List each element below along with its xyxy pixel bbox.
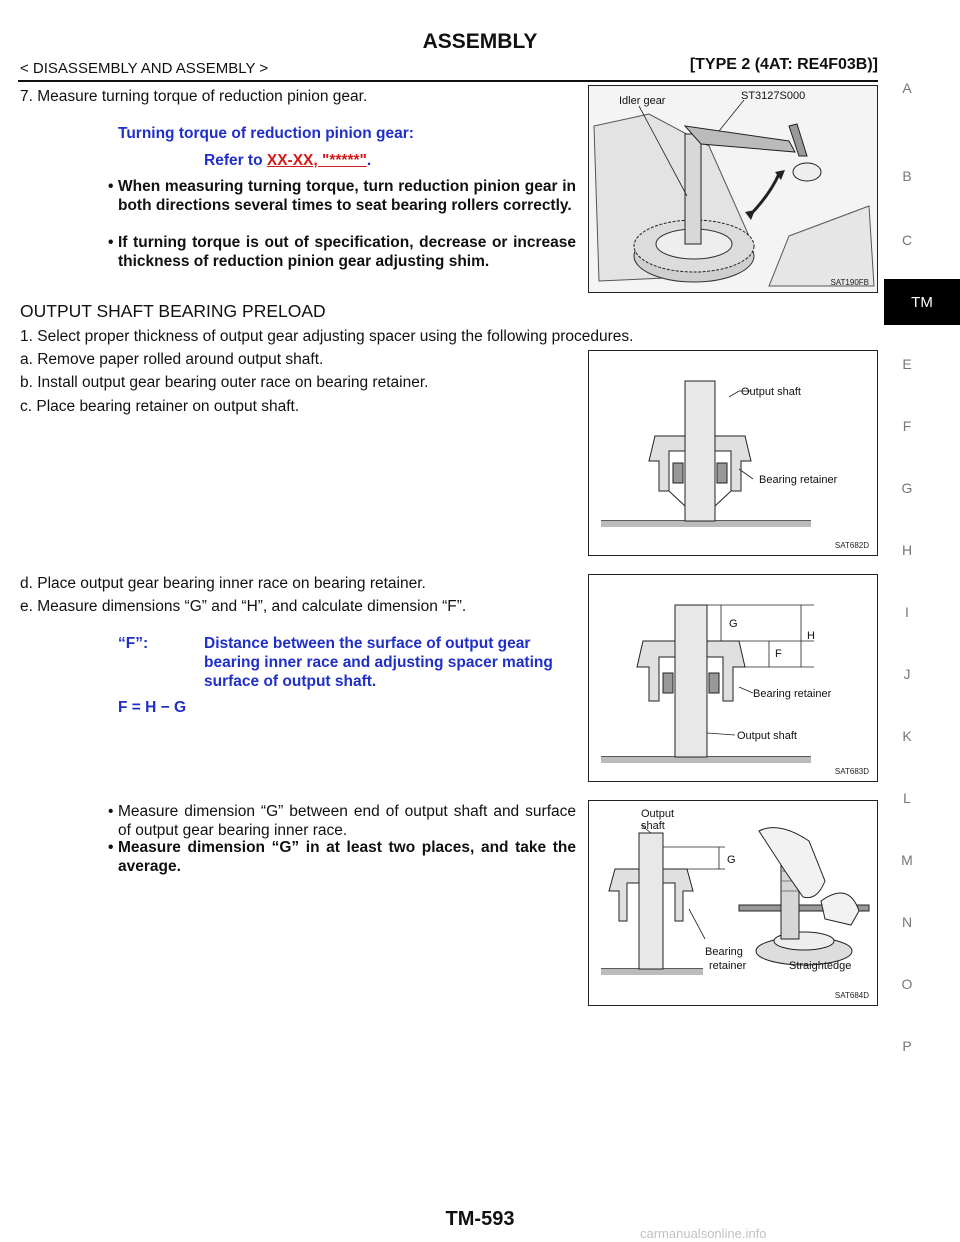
- index-letter-g[interactable]: G: [901, 480, 913, 496]
- label-idler-gear: Idler gear: [619, 95, 666, 107]
- bullet-measure-g: • Measure dimension “G” between end of output shaft and surface of output gear bearing inner race.: [108, 803, 576, 839]
- figure-measure-g-straightedge: [588, 800, 878, 1006]
- index-letter-n[interactable]: N: [901, 914, 913, 930]
- index-letter-o[interactable]: O: [901, 976, 913, 992]
- formula: F = H − G: [118, 699, 187, 716]
- index-tab-tm[interactable]: TM: [884, 279, 960, 325]
- label-output-shaft: Output shaft: [737, 730, 797, 742]
- bullet-seat-rollers: • When measuring turning torque, turn reduction pinion gear in both directions several times to seat bearing rollers correctly.: [108, 178, 576, 214]
- label-f: F: [775, 648, 782, 660]
- index-letter-j[interactable]: J: [903, 666, 911, 682]
- index-letter-i[interactable]: I: [905, 604, 909, 620]
- refer-prefix: Refer to: [204, 152, 267, 169]
- step-b-text: b. Install output gear bearing outer race on bearing retainer.: [20, 374, 429, 391]
- figure-bearing-retainer-on-shaft: [588, 350, 878, 556]
- step-a-text: a. Remove paper rolled around output shaft.: [20, 351, 324, 368]
- page-title: ASSEMBLY: [422, 30, 538, 53]
- label-bearing: Bearing: [705, 946, 743, 958]
- figure-code: SAT683D: [834, 767, 869, 776]
- breadcrumb: < DISASSEMBLY AND ASSEMBLY >: [20, 60, 269, 77]
- index-letter-p[interactable]: P: [902, 1038, 912, 1054]
- label-shaft: shaft: [641, 820, 665, 832]
- index-letter-k[interactable]: K: [902, 728, 912, 744]
- figure-idler-gear: [588, 85, 878, 293]
- step-1-text: 1. Select proper thickness of output gear adjusting spacer using the following procedures.: [20, 328, 634, 345]
- torque-spec-ref: [204, 151, 371, 170]
- f-term: “F”:: [118, 635, 149, 652]
- torque-spec-label: Turning torque of reduction pinion gear:: [118, 125, 414, 142]
- index-letter-c[interactable]: C: [901, 232, 913, 248]
- index-letter-f[interactable]: F: [902, 418, 912, 434]
- label-straightedge: Straightedge: [789, 960, 852, 972]
- watermark: carmanualsonline.info: [640, 1226, 767, 1241]
- refer-suffix: .: [366, 152, 372, 169]
- index-letter-m[interactable]: M: [901, 852, 913, 868]
- label-st3127s000: ST3127S000: [741, 90, 806, 102]
- refer-link[interactable]: XX-XX, "*****": [266, 152, 367, 169]
- step-d-text: d. Place output gear bearing inner race on bearing retainer.: [20, 575, 426, 592]
- label-retainer: retainer: [709, 960, 747, 972]
- label-output-shaft: Output shaft: [741, 386, 801, 398]
- model-label: [TYPE 2 (4AT: RE4F03B)]: [689, 56, 878, 73]
- index-letter-l[interactable]: L: [903, 790, 911, 806]
- figure-code: SAT684D: [834, 991, 869, 1000]
- section-heading: OUTPUT SHAFT BEARING PRELOAD: [20, 301, 326, 321]
- figure-code: SAT682D: [834, 541, 869, 550]
- index-letter-a[interactable]: A: [902, 80, 912, 96]
- index-letter-h[interactable]: H: [901, 542, 913, 558]
- step-c-text: c. Place bearing retainer on output shaft.: [20, 398, 300, 415]
- label-g: G: [727, 854, 736, 866]
- step-e-text: e. Measure dimensions “G” and “H”, and calculate dimension “F”.: [20, 598, 467, 615]
- label-bearing-retainer: Bearing retainer: [759, 474, 838, 486]
- label-output: Output: [641, 808, 675, 820]
- label-h: H: [807, 630, 815, 642]
- page-number: TM-593: [445, 1208, 515, 1230]
- step-7-text: 7. Measure turning torque of reduction pinion gear.: [20, 88, 368, 105]
- label-bearing-retainer: Bearing retainer: [753, 688, 832, 700]
- index-letter-b[interactable]: B: [902, 168, 912, 184]
- index-letter-e[interactable]: E: [902, 356, 912, 372]
- figure-code: SAT190FB: [830, 278, 869, 287]
- f-definition: Distance between the surface of output gear bearing inner race and adjusting spacer mating surface of output shaft.: [204, 635, 553, 690]
- bullet-torque-out-of-spec: • If turning torque is out of specification, decrease or increase thickness of reduction pinion gear adjusting shim.: [108, 234, 576, 270]
- bullet-measure-g-average: • Measure dimension “G” in at least two places, and take the average.: [108, 839, 576, 875]
- header-rule: [18, 80, 878, 82]
- label-g: G: [729, 618, 738, 630]
- figure-dimensions-g-h-f: [588, 574, 878, 782]
